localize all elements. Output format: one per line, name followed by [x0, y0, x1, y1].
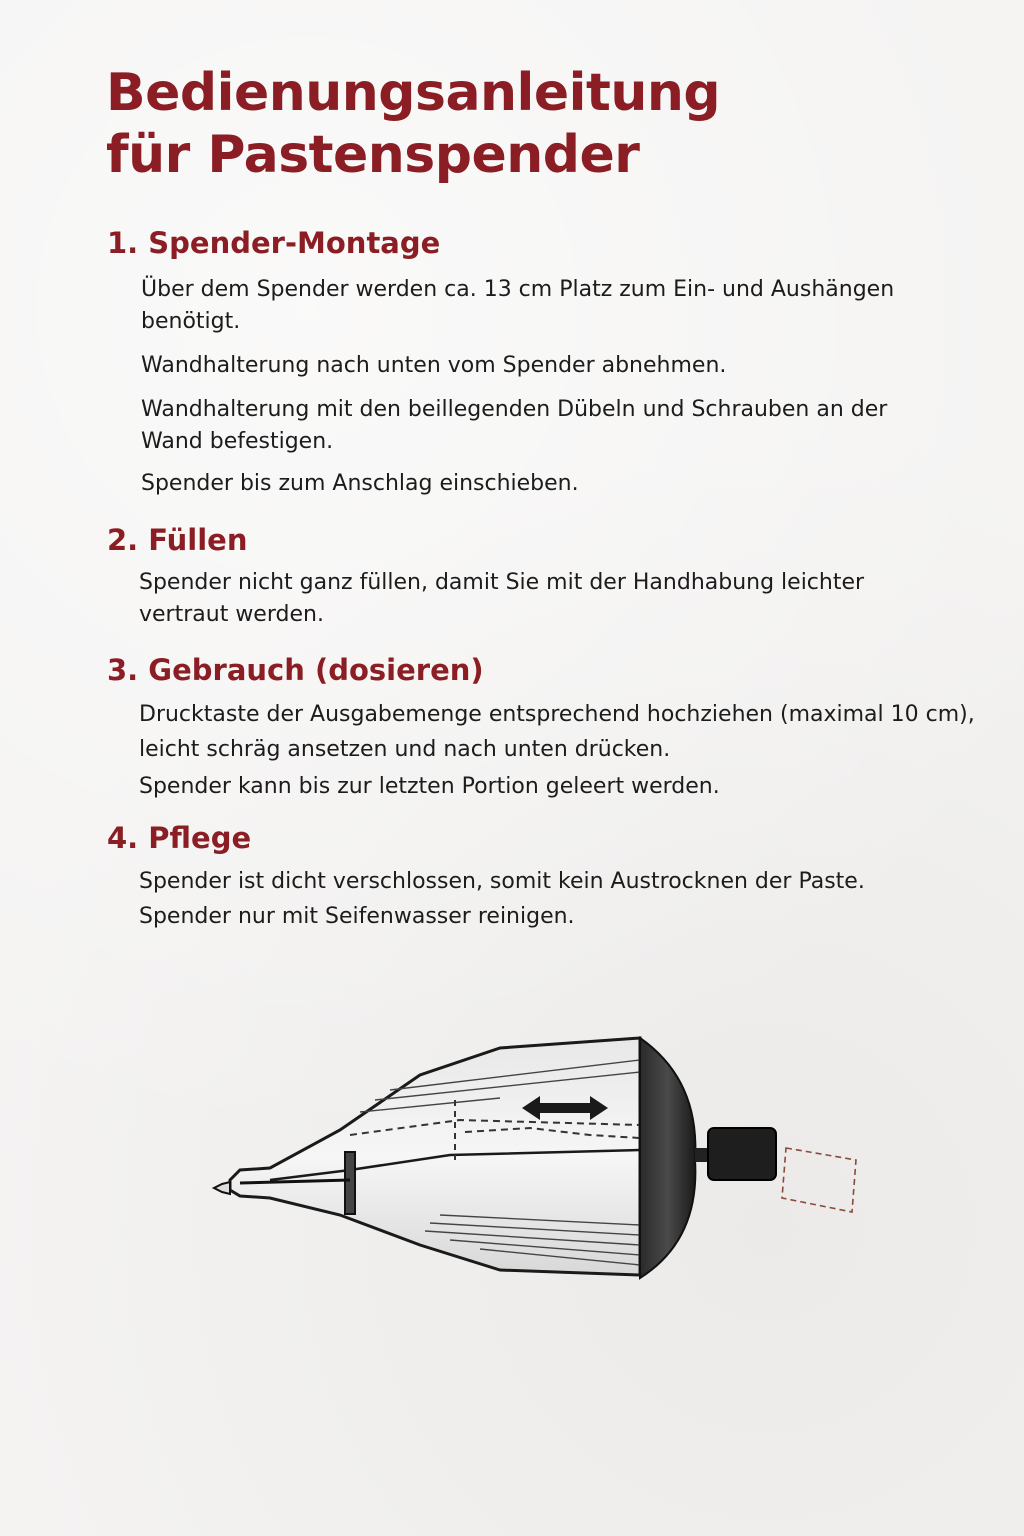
section-heading-montage: 1. Spender-Montage — [107, 226, 441, 260]
paragraph-montage-remove-bracket: Wandhalterung nach unten vom Spender abnehmen. — [141, 353, 727, 378]
title-line-2: für Pastenspender — [106, 125, 640, 185]
document-title — [106, 62, 966, 186]
paragraph-pflege-clean: Spender nur mit Seifenwasser reinigen. — [139, 904, 575, 929]
paragraph-montage-space: Über dem Spender werden ca. 13 cm Platz zum Ein- und Aushängen benötigt. — [141, 277, 895, 334]
section-heading-pflege: 4. Pflege — [107, 821, 252, 855]
paragraph-pflege-sealed: Spender ist dicht verschlossen, somit kein Austrocknen der Paste. — [139, 869, 865, 894]
paragraph-gebrauch-dose: Drucktaste der Ausgabemenge entsprechend hochziehen (maximal 10 cm), leicht schräg ansetzen und nach unten drücken. — [139, 702, 975, 762]
section-heading-gebrauch: 3. Gebrauch (dosieren) — [107, 653, 484, 687]
section-heading-fuellen: 2. Füllen — [107, 523, 248, 557]
push-button — [708, 1128, 776, 1180]
paragraph-montage-insert: Spender bis zum Anschlag einschieben. — [141, 471, 579, 496]
title-line-1: Bedienungsanleitung — [106, 63, 721, 123]
paragraph-montage-fix-bracket: Wandhalterung mit den beillegenden Dübeln und Schrauben an der Wand befestigen. — [141, 397, 888, 454]
paragraph-gebrauch-empty: Spender kann bis zur letzten Portion geleert werden. — [139, 774, 720, 799]
extended-button-outline — [782, 1148, 856, 1212]
dispenser-illustration — [200, 1020, 880, 1300]
paragraph-fuellen: Spender nicht ganz füllen, damit Sie mit der Handhabung leichter vertraut werden. — [139, 570, 865, 627]
dispenser-cap — [640, 1038, 715, 1278]
dispenser-body — [214, 1038, 640, 1275]
